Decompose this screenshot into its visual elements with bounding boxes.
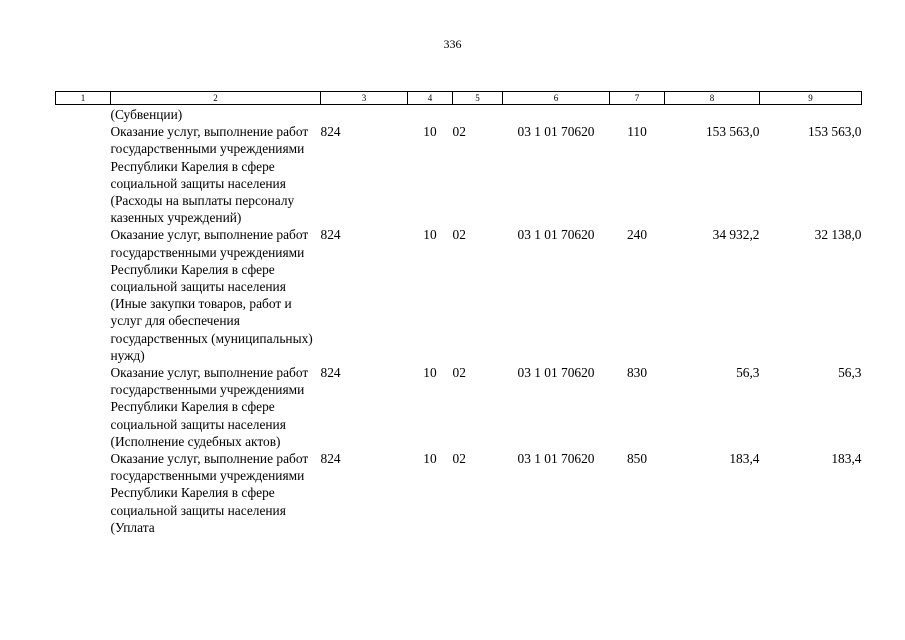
row-subsection: 02: [452, 365, 466, 381]
table-row: [56, 123, 862, 226]
column-header-6: 6: [503, 92, 610, 105]
row-sum-year1: 153 563,0: [705, 124, 760, 140]
row-ministry: 824: [320, 227, 341, 243]
row-sum-year2: 32 138,0: [814, 227, 862, 243]
table-header-row: [56, 92, 862, 105]
continuation-row: [56, 105, 862, 124]
row-section: 10: [423, 451, 437, 467]
table-row: [56, 364, 862, 450]
row-section: 10: [423, 227, 437, 243]
row-expense-type: 830: [626, 365, 648, 381]
row-sum-year1: 56,3: [736, 365, 760, 381]
row-subsection: 02: [452, 451, 466, 467]
row-subsection: 02: [452, 124, 466, 140]
row-sum-year2: 56,3: [838, 365, 862, 381]
table-row: [56, 226, 862, 364]
row-sum-year2: 153 563,0: [807, 124, 862, 140]
row-expense-type: 240: [626, 227, 648, 243]
table-row: [56, 450, 862, 536]
column-header-1: 1: [56, 92, 111, 105]
column-header-7: 7: [610, 92, 665, 105]
column-header-5: 5: [453, 92, 503, 105]
row-name: Оказание услуг, выполнение работ государственными учреждениями Республики Карелия в сфере социальной защиты населения (Исполнение судебных актов): [110, 365, 309, 449]
row-section: 10: [423, 124, 437, 140]
row-sum-year1: 183,4: [729, 451, 760, 467]
row-target-article: 03 1 01 70620: [517, 227, 595, 243]
row-expense-type: 110: [627, 124, 647, 140]
row-name: Оказание услуг, выполнение работ государственными учреждениями Республики Карелия в сфере социальной защиты населения (Иные закупки товаров, работ и услуг для обеспечения государственных (муниципальных) нужд): [110, 227, 313, 363]
budget-table: [55, 91, 862, 536]
column-header-4: 4: [408, 92, 453, 105]
row-target-article: 03 1 01 70620: [517, 365, 595, 381]
continuation-text: (Субвенции): [110, 107, 183, 122]
row-name: Оказание услуг, выполнение работ государственными учреждениями Республики Карелия в сфере социальной защиты населения (Уплата: [110, 451, 309, 535]
row-ministry: 824: [320, 451, 341, 467]
row-target-article: 03 1 01 70620: [517, 451, 595, 467]
row-ministry: 824: [320, 124, 341, 140]
column-header-2: 2: [111, 92, 321, 105]
row-sum-year1: 34 932,2: [712, 227, 760, 243]
row-subsection: 02: [452, 227, 466, 243]
column-header-3: 3: [321, 92, 408, 105]
row-sum-year2: 183,4: [831, 451, 862, 467]
column-header-9: 9: [760, 92, 862, 105]
row-expense-type: 850: [626, 451, 648, 467]
page-number: 336: [443, 37, 462, 51]
row-name: Оказание услуг, выполнение работ государственными учреждениями Республики Карелия в сфере социальной защиты населения (Расходы на выплаты персоналу казенных учреждений): [110, 124, 309, 226]
row-ministry: 824: [320, 365, 341, 381]
row-section: 10: [423, 365, 437, 381]
row-target-article: 03 1 01 70620: [517, 124, 595, 140]
column-header-8: 8: [665, 92, 760, 105]
